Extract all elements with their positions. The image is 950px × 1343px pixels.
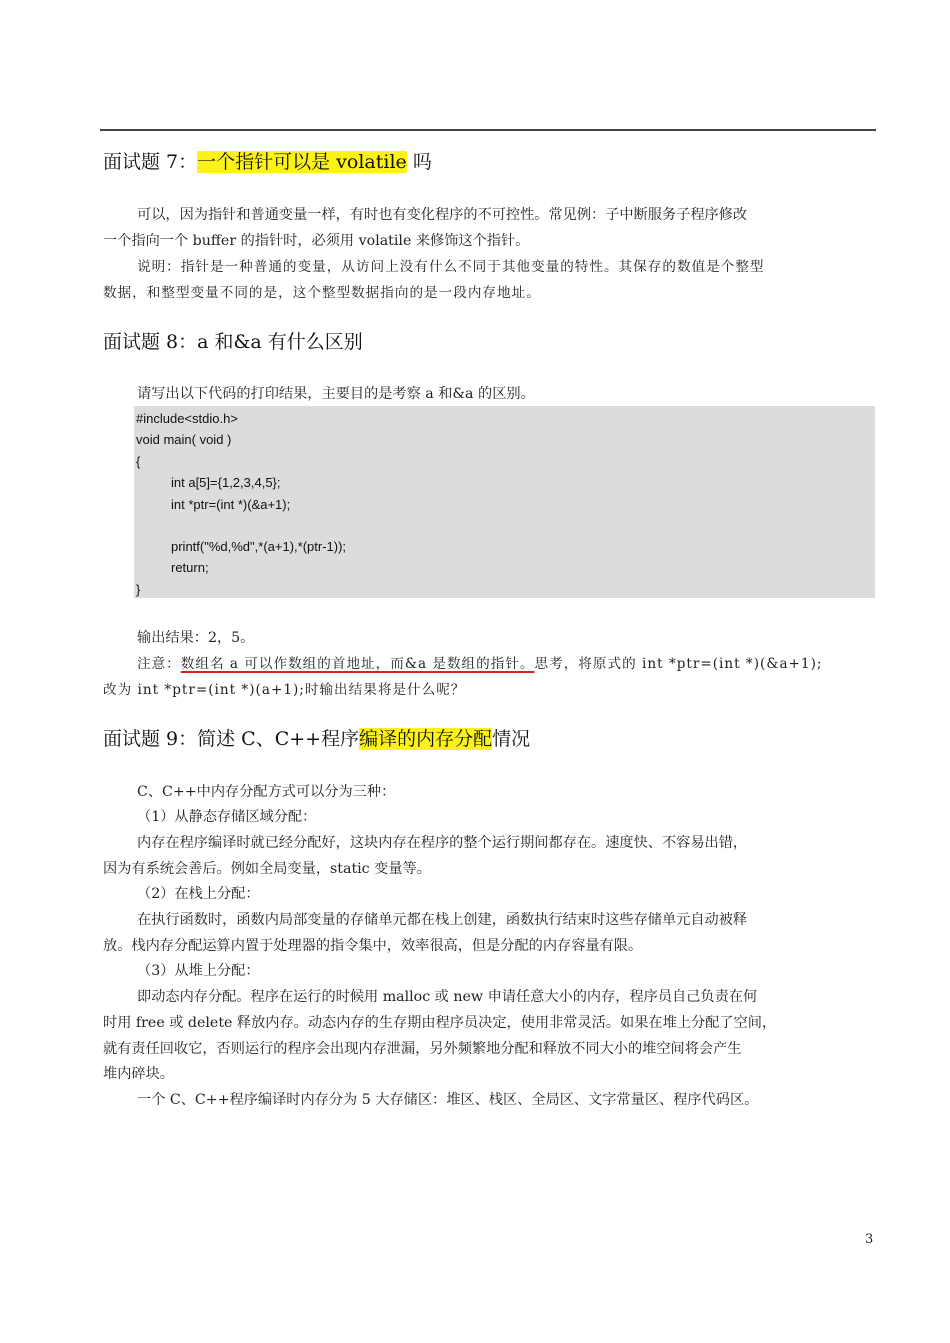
q8-intro: 请写出以下代码的打印结果，主要目的是考察 a 和&a 的区别。 [137,386,535,402]
q8-note-line1: 注意：数组名 a 可以作数组的首地址，而&a 是数组的指针。思考，将原式的 int *ptr=(int *)(&a+1); [137,656,823,672]
q9-s2-head: （2）在栈上分配： [137,886,260,902]
page-number: 3 [865,1232,874,1247]
code-line: return; [171,560,209,575]
code-line: int a[5]={1,2,3,4,5}; [171,475,281,490]
q8-title: 面试题 8：a 和&a 有什么区别 [103,331,363,353]
q9-s2-line2: 放。栈内存分配运算内置于处理器的指令集中，效率很高，但是分配的内存容量有限。 [103,938,643,954]
q9-intro: C、C++中内存分配方式可以分为三种： [137,784,396,800]
header-rule [100,129,876,131]
q7-note-line1: 说明：指针是一种普通的变量，从访问上没有什么不同于其他变量的特性。其保存的数值是个整型 [137,259,765,275]
q9-s3-head: （3）从堆上分配： [137,963,260,979]
q9-s3-line3: 就有责任回收它，否则运行的程序会出现内存泄漏，另外频繁地分配和释放不同大小的堆空间将会产生 [103,1041,742,1057]
code-line: void main( void ) [136,432,232,447]
q8-note-underlined: 数组名 a 可以作数组的首地址，而&a 是数组的指针。 [180,656,535,672]
q9-s1-line1: 内存在程序编译时就已经分配好，这块内存在程序的整个运行期间都存在。速度快、不容易出错， [137,835,748,851]
code-line: { [136,454,141,469]
q9-title-highlight: 编译的内存分配 [359,728,493,750]
q8-note-line2: 改为 int *ptr=(int *)(a+1);时输出结果将是什么呢？ [103,682,466,698]
q9-s1-head: （1）从静态存储区域分配： [137,809,317,825]
code-line: #include<stdio.h> [136,411,238,426]
q8-output: 输出结果：2，5。 [137,630,255,646]
q9-title: 面试题 9：简述 C、C++程序编译的内存分配情况 [103,728,531,750]
q9-summary: 一个 C、C++程序编译时内存分为 5 大存储区：堆区、栈区、全局区、文字常量区、程序代码区。 [137,1092,759,1108]
q7-title: 面试题 7：一个指针可以是 volatile 吗 [103,151,432,173]
q7-para1-line1: 可以，因为指针和普通变量一样，有时也有变化程序的不可控性。常见例：子中断服务子程序修改 [137,207,748,223]
code-line: printf("%d,%d",*(a+1),*(ptr-1)); [171,539,347,554]
q9-s1-line2: 因为有系统会善后。例如全局变量，static 变量等。 [103,861,431,877]
q7-title-highlight: 一个指针可以是 volatile [197,151,407,173]
q9-s3-line2: 时用 free 或 delete 释放内存。动态内存的生存期由程序员决定，使用非常灵活。如果在堆上分配了空间， [103,1015,777,1031]
q9-s3-line1: 即动态内存分配。程序在运行的时候用 malloc 或 new 申请任意大小的内存，程序员自己负责在何 [137,989,758,1005]
q7-para1-line2: 一个指向一个 buffer 的指针时，必须用 volatile 来修饰这个指针。 [103,233,530,249]
code-line: } [136,582,141,597]
q9-s3-line4: 堆内碎块。 [103,1066,174,1082]
q7-note-line2: 数据，和整型变量不同的是，这个整型数据指向的是一段内存地址。 [103,285,541,301]
code-line: int *ptr=(int *)(&a+1); [171,497,291,512]
q9-s2-line1: 在执行函数时，函数内局部变量的存储单元都在栈上创建，函数执行结束时这些存储单元自动被释 [137,912,748,928]
